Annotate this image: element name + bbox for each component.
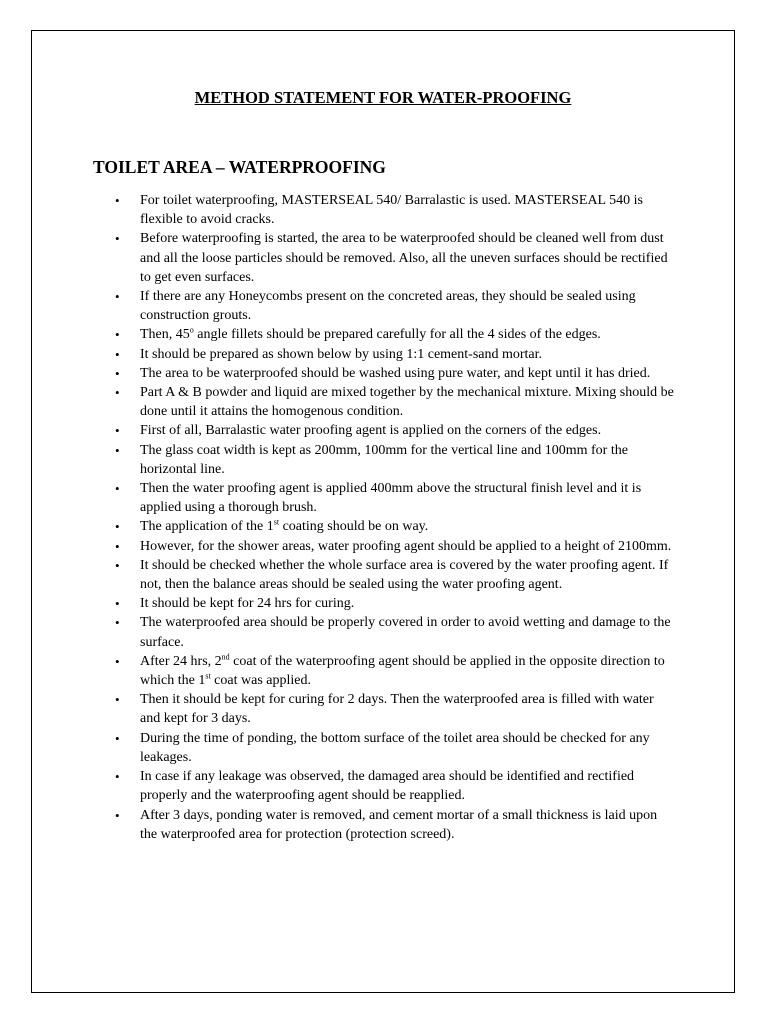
list-item-text: Part A & B powder and liquid are mixed together by the mechanical mixture. Mixing should be done until it attains the homogenous condition. [140,385,674,420]
list-item-text: In case if any leakage was observed, the damaged area should be identified and rectified properly and the waterproofing agent should be reapplied. [140,769,635,804]
list-item [115,767,674,805]
list-item [115,729,674,767]
list-item-text-before: After 24 hrs, 2 [140,653,222,669]
list-item [115,383,674,421]
list-item [115,613,674,651]
superscript-ordinal: st [205,671,211,681]
list-item-text: First of all, Barralastic water proofing agent is applied on the corners of the edges. [140,423,602,439]
list-item [115,229,674,287]
bullet-icon: • [115,653,120,669]
list-item-text: The glass coat width is kept as 200mm, 100mm for the vertical line and 100mm for the horizontal line. [140,442,628,477]
document-title: METHOD STATEMENT FOR WATER-PROOFING [194,88,572,107]
bullet-icon: • [115,519,120,535]
bullet-icon: • [115,481,120,497]
list-item [115,690,674,728]
list-item-text: After 3 days, ponding water is removed, and cement mortar of a small thickness is laid upon the waterproofed area for protection (protection screed). [140,807,658,842]
bullet-icon: • [115,193,120,208]
list-item-text: However, for the shower areas, water proofing agent should be applied to a height of 2100mm. [140,538,672,554]
list-item-text-after: coating should be on way. [279,519,429,535]
section-heading: TOILET AREA – WATERPROOFING [93,157,386,177]
bullet-icon: • [115,289,120,305]
list-item-text: Then the water proofing agent is applied 400mm above the structural finish level and it is applied using a thorough brush. [140,481,642,516]
superscript-degree: o [189,325,194,335]
list-item [115,441,674,479]
bullet-icon: • [115,327,120,343]
list-item [115,191,674,229]
list-item [115,364,674,383]
list-item [115,806,674,844]
list-item-text: During the time of ponding, the bottom surface of the toilet area should be checked for any leakages. [140,730,650,765]
bullet-icon: • [115,807,120,823]
list-item-text: It should be checked whether the whole surface area is covered by the water proofing agent. If not, then the balance areas should be sealed using the water proofing agent. [140,557,669,593]
bullet-icon: • [115,365,120,381]
bullet-icon: • [115,730,120,746]
list-item-text: The waterproofed area should be properly covered in order to avoid wetting and damage to the surface. [140,615,671,650]
list-item-text: Then it should be kept for curing for 2 days. Then the waterproofed area is filled with water and kept for 3 days. [140,692,654,727]
list-item-text-after: coat was applied. [210,673,311,689]
superscript-ordinal: st [273,517,280,527]
list-item-text: If there are any Honeycombs present on the concreted areas, they should be sealed using construction grouts. [140,289,636,324]
method-steps-list [115,191,674,844]
list-item-text: For toilet waterproofing, MASTERSEAL 540/ Barralastic is used. MASTERSEAL 540 is flexible to avoid cracks. [140,193,643,228]
list-item [115,287,674,325]
list-item-text: It should be kept for 24 hrs for curing. [140,596,355,612]
bullet-icon: • [115,442,120,458]
bullet-icon: • [115,538,120,554]
list-item-text-middle: coat of the waterproofing agent should be applied in the opposite direction to which the 1 [140,653,665,689]
list-item [115,325,674,344]
list-item [115,556,674,594]
bullet-icon: • [115,596,120,612]
list-item [115,421,674,440]
list-item [115,345,674,364]
bullet-icon: • [115,423,120,439]
bullet-icon: • [115,557,120,573]
bullet-icon: • [115,769,120,785]
bullet-icon: • [115,346,120,362]
list-item [115,517,674,536]
bullet-icon: • [115,615,120,631]
list-item [115,537,674,556]
bullet-icon: • [115,231,120,247]
list-item-text: The area to be waterproofed should be washed using pure water, and kept until it has dried. [140,365,651,381]
list-item-text-after: angle fillets should be prepared carefully for all the 4 sides of the edges. [193,327,601,343]
list-item-text: It should be prepared as shown below by using 1:1 cement-sand mortar. [140,346,543,362]
list-item-text: Before waterproofing is started, the area to be waterproofed should be cleaned well from dust and all the loose particles should be removed. Also, all the uneven surfaces should be rectified to get even surfaces. [140,231,668,285]
list-item [115,652,674,690]
superscript-ordinal: nd [221,652,230,662]
list-item-text-before: Then, 45 [140,327,190,343]
bullet-icon: • [115,692,120,708]
bullet-icon: • [115,385,120,401]
list-item-text-before: The application of the 1 [140,519,274,535]
list-item [115,479,674,517]
list-item [115,594,674,613]
